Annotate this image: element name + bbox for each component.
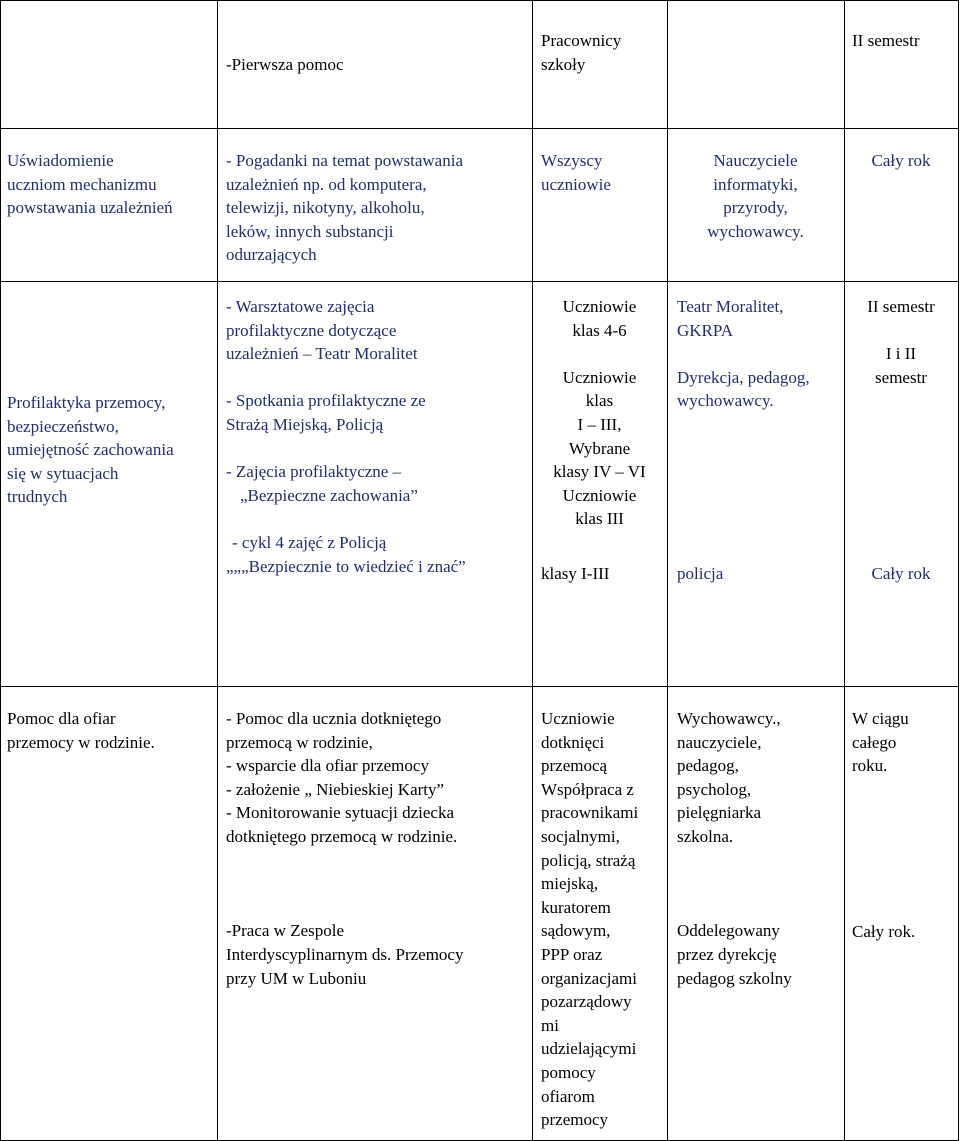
row1-responsible: Nauczyciele informatyki, przyrody, wychowawcy. [707, 151, 804, 241]
row2-goal: Profilaktyka przemocy, bezpieczeństwo, umiejętność zachowania się w sytuacjach trudnych [7, 393, 174, 507]
column-divider [532, 0, 533, 1141]
table-border-right [958, 0, 959, 1141]
row1-goal: Uświadomienie uczniom mechanizmu powstawania uzależnień [7, 151, 173, 218]
row2-participants-police: klasy I-III [541, 564, 610, 583]
row2-responsible: Teatr Moralitet, GKRPA Dyrekcja, pedagog, wychowawcy. [677, 297, 810, 411]
row1-term: Cały rok [871, 151, 931, 170]
row2-term: II semestr I i II semestr [867, 297, 935, 387]
row2-term-police: Cały rok [871, 564, 931, 583]
row-divider [0, 128, 959, 129]
row3-activities: - Pomoc dla ucznia dotkniętego przemocą w rodzinie, - wsparcie dla ofiar przemocy - założenie „ Niebieskiej Karty” - Monitorowanie sytuacji dziecka dotkniętego przemocą w rodzinie. -Praca w Zespole Interdyscyplinarnym ds. Przemocy przy UM w Luboniu [226, 709, 464, 988]
header-activity: -Pierwsza pomoc [226, 55, 344, 74]
column-divider [217, 0, 218, 1141]
row2-responsible-police: policja [677, 564, 724, 583]
row3-goal: Pomoc dla ofiar przemocy w rodzinie. [7, 709, 155, 752]
table-border-left [0, 0, 1, 1141]
row3-term: W ciągu całego roku. [852, 709, 909, 776]
row3-participants: Uczniowie dotknięci przemocą Współpraca z pracownikami socjalnymi, policją, strażą miejską, kuratorem sądowym, PPP oraz organizacjami pozarządowy mi udzielającymi pomocy ofiarom przemocy [541, 709, 639, 1130]
row1-activities: - Pogadanki na temat powstawania uzależnień np. od komputera, telewizji, nikotyny, alkoholu, leków, innych substancji odurzających [226, 151, 463, 265]
row1-participants: Wszyscy uczniowie [541, 151, 611, 194]
row-divider [0, 281, 959, 282]
row2-activities: - Warsztatowe zajęcia profilaktyczne dotyczące uzależnień – Teatr Moralitet - Spotkania profilaktyczne ze Strażą Miejską, Policją - Zajęcia profilaktyczne – „Bezpieczne zachowania” - cykl 4 zajęć z Policją „„„Bezpiecznie to wiedzieć i znać” [226, 297, 466, 576]
table-border-top [0, 0, 959, 1]
row3-term-second: Cały rok. [852, 922, 916, 941]
header-participants: Pracownicy szkoły [541, 31, 622, 74]
header-term: II semestr [852, 31, 920, 50]
row3-responsible: Wychowawcy., nauczyciele, pedagog, psycholog, pielęgniarka szkolna. Oddelegowany przez dyrekcję pedagog szkolny [677, 709, 792, 988]
row2-participants: Uczniowie klas 4-6 Uczniowie klas I – III, Wybrane klasy IV – VI Uczniowie klas III [553, 297, 646, 529]
row-divider [0, 686, 959, 687]
